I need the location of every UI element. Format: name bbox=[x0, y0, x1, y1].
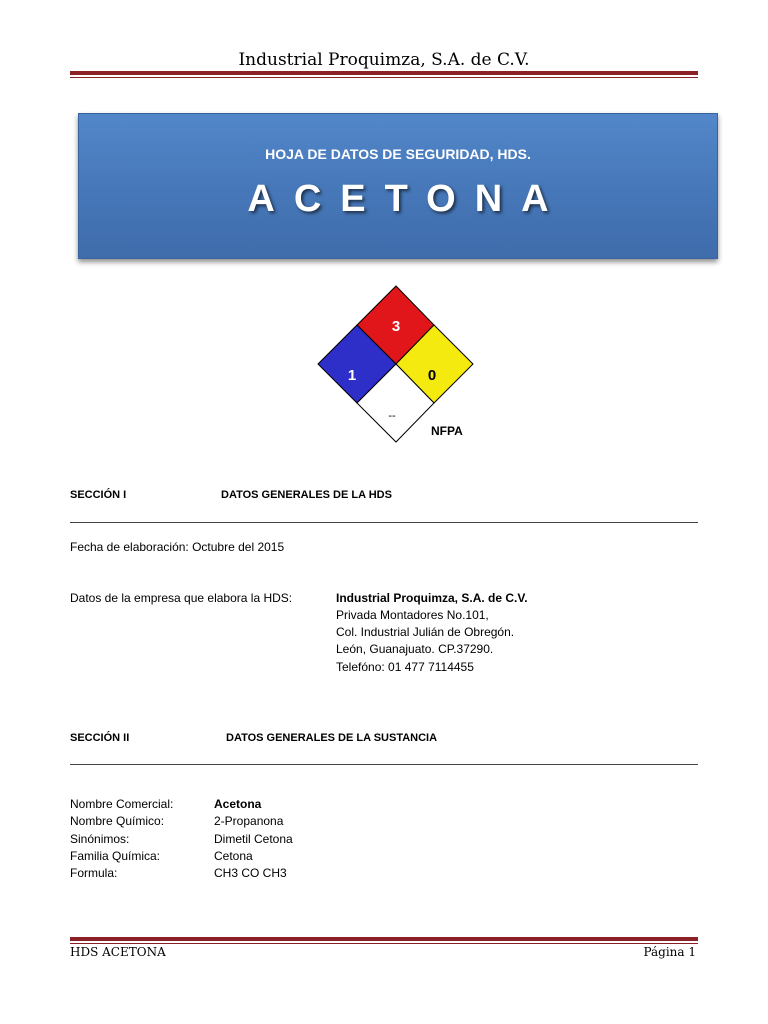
field-label: Nombre Químico: bbox=[70, 814, 165, 828]
section-2-title: DATOS GENERALES DE LA SUSTANCIA bbox=[226, 732, 438, 744]
nfpa-label: NFPA bbox=[431, 424, 463, 438]
nfpa-flammability-value: 3 bbox=[391, 318, 401, 335]
field-value: Dimetil Cetona bbox=[214, 832, 293, 846]
company-label: Datos de la empresa que elabora la HDS: bbox=[70, 591, 293, 605]
address-line: León, Guanajuato. CP.37290. bbox=[336, 642, 494, 656]
nfpa-diamond bbox=[310, 282, 490, 458]
section-2-number: SECCIÓN II bbox=[70, 732, 130, 744]
date-line: Fecha de elaboración: Octubre del 2015 bbox=[70, 540, 285, 554]
field-label: Nombre Comercial: bbox=[70, 797, 174, 811]
address-line: Privada Montadores No.101, bbox=[336, 608, 489, 622]
banner-subtitle: HOJA DE DATOS DE SEGURIDAD, HDS. bbox=[265, 146, 531, 162]
field-value: Acetona bbox=[214, 797, 262, 811]
field-value: 2-Propanona bbox=[214, 814, 284, 828]
field-label: Formula: bbox=[70, 866, 118, 880]
address-line: Col. Industrial Julián de Obregón. bbox=[336, 625, 515, 639]
nfpa-reactivity-value: 0 bbox=[427, 367, 437, 384]
section-2-divider bbox=[70, 764, 698, 765]
field-value: CH3 CO CH3 bbox=[214, 866, 287, 880]
field-value: Cetona bbox=[214, 849, 253, 863]
footer-rule bbox=[70, 937, 698, 941]
section-1-number: SECCIÓN I bbox=[70, 489, 127, 501]
nfpa-health-value: 1 bbox=[347, 367, 357, 384]
banner-title: ACETONA bbox=[247, 178, 568, 220]
company-name: Industrial Proquimza, S.A. de C.V. bbox=[336, 591, 528, 605]
header-rule bbox=[70, 71, 698, 75]
nfpa-special-value: -- bbox=[388, 410, 396, 422]
field-label: Sinónimos: bbox=[70, 832, 130, 846]
document-header: Industrial Proquimza, S.A. de C.V. bbox=[238, 50, 530, 70]
header-rule-thin bbox=[70, 77, 698, 78]
footer-page-number: Página 1 bbox=[643, 945, 696, 959]
section-2-header bbox=[70, 732, 438, 744]
section-1-title: DATOS GENERALES DE LA HDS bbox=[221, 489, 392, 501]
section-1-divider bbox=[70, 522, 698, 523]
footer-rule-thin bbox=[70, 943, 698, 944]
field-label: Familia Química: bbox=[70, 849, 161, 863]
section-1-header bbox=[70, 489, 392, 501]
address-line: Telefóno: 01 477 7114455 bbox=[336, 660, 474, 674]
title-banner bbox=[78, 113, 718, 259]
footer-doc-name: HDS ACETONA bbox=[70, 945, 166, 959]
